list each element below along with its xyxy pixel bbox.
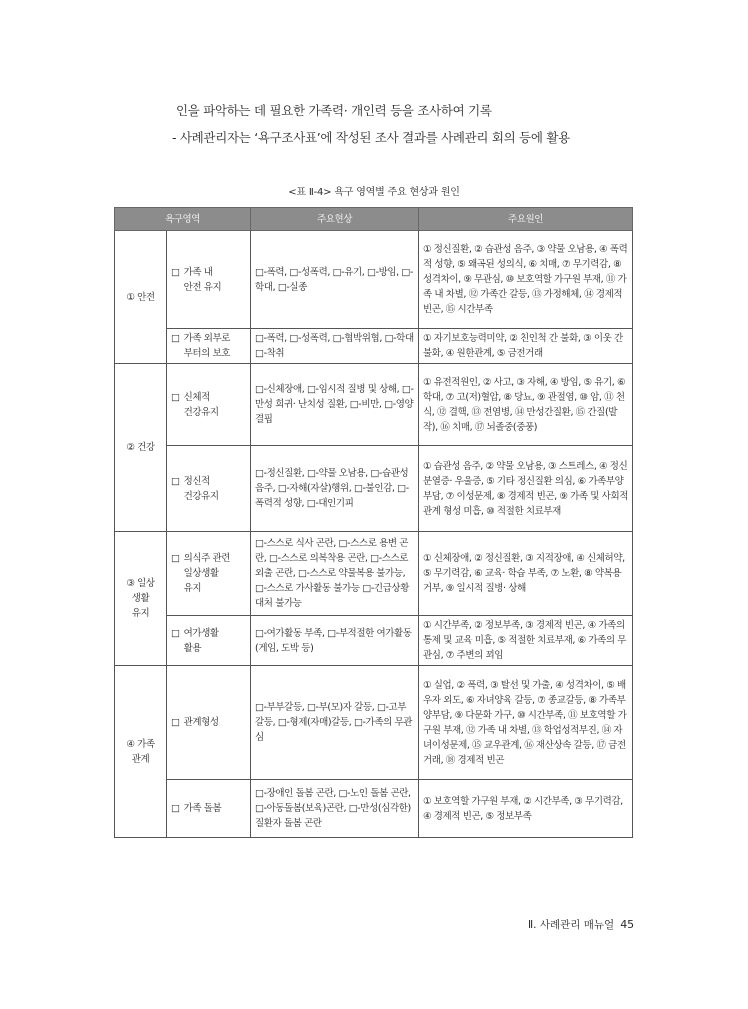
sub-area-label: 가족 내 안전 유지: [183, 266, 222, 293]
area-label: ③ 일상 생활 유지: [126, 578, 155, 619]
phenomenon-item: □-방임,: [367, 266, 399, 278]
phenomena-cell: [251, 780, 419, 838]
checkbox-glyph: □: [171, 627, 180, 639]
phenomenon-item: □-만성(심각한)질환자 돌봄 곤란: [255, 803, 411, 829]
sub-area: [171, 715, 246, 730]
phenomenon-item: □-폭력,: [255, 333, 287, 344]
area-label-cell: [115, 666, 167, 838]
table-caption: <표 Ⅱ-4> 욕구 영역별 주요 현상과 원인: [288, 187, 460, 198]
phenomenon-item: □-영양결핍: [255, 399, 414, 425]
checkbox-glyph: □: [171, 391, 180, 403]
sub-area-cell: [167, 329, 251, 364]
causes-cell: ① 자기보호능력미약, ② 친인척 간 불화, ③ 이웃 간 불화, ④ 원한관계, ⑤ 금전거래: [419, 329, 633, 364]
phenomenon-item: □-만성 희귀· 난치성 질환,: [255, 384, 414, 410]
checkbox-glyph: □: [171, 333, 180, 344]
phenomenon-item: □-신체장애,: [255, 384, 305, 395]
table-row: [115, 780, 633, 838]
header-area: 욕구영역: [115, 208, 251, 231]
phenomenon-item: □-부(모)자 갈등,: [306, 702, 375, 713]
sub-area-label: 정신적 건강유지: [183, 475, 219, 502]
table-row: [115, 616, 633, 666]
phenomenon-item: □-불인감,: [353, 483, 395, 494]
sub-area-label: 의식주 관련 일상생활 유지: [183, 553, 231, 594]
phenomenon-item: □-학대,: [255, 266, 414, 293]
phenomenon-item: □-폭력적 성향,: [255, 483, 409, 509]
sub-area-label: 신체적 건강유지: [183, 391, 219, 418]
phenomenon-item: □-착취: [255, 348, 285, 359]
checkbox-glyph: □: [171, 803, 180, 814]
area-label-cell: [115, 364, 167, 532]
sub-area-cell: [167, 780, 251, 838]
phenomenon-item: □-정신질환,: [255, 468, 305, 479]
table-row: [115, 364, 633, 446]
phenomena-cell: [251, 446, 419, 532]
phenomenon-item: □-자해(자살)행위,: [277, 483, 352, 494]
header-causes: 주요원인: [419, 208, 633, 231]
footer-section: Ⅱ. 사례관리 매뉴얼: [528, 919, 615, 931]
table-row: [115, 231, 633, 329]
phenomenon-item: □-스스로 외출 곤란,: [255, 553, 409, 579]
intro-line-2: - 사례관리자는 ‘욕구조사표’에 작성된 조사 결과를 사례관리 회의 등에 활용: [172, 130, 570, 145]
table-header-row: [115, 208, 633, 231]
phenomenon-item: □-약물 오남용,: [306, 468, 368, 479]
sub-area-label: 관계형성: [183, 717, 219, 728]
area-label: ② 건강: [126, 442, 155, 453]
sub-area: [171, 390, 246, 420]
checkbox-glyph: □: [171, 553, 180, 564]
sub-area: [171, 265, 246, 295]
table-row: [115, 446, 633, 532]
causes-cell: ① 정신질환, ② 습관성 음주, ③ 약물 오남용, ④ 폭력적 성향, ⑤ 왜곡된 성의식, ⑥ 치매, ⑦ 무기력감, ⑧ 성격차이, ⑨ 무관심, ⑩ 보호역할 가구원 부재, ⑪ 가족 내 차별, ⑫ 가족간 갈등, ⑬ 가정해체, ⑭ 경제적 빈곤, ⑮ 시간부족: [419, 231, 633, 329]
sub-area-cell: [167, 231, 251, 329]
sub-area-cell: [167, 364, 251, 446]
causes-cell: ① 신체장애, ② 정신질환, ③ 지적장애, ④ 신체허약, ⑤ 무기력감, ⑥ 교육· 학습 부족, ⑦ 노환, ⑧ 약복용거부, ⑨ 일시적 질병· 상해: [419, 532, 633, 616]
phenomena-cell: [251, 231, 419, 329]
phenomena-cell: [251, 666, 419, 780]
phenomenon-item: □-장애인 돌봄 곤란,: [255, 788, 336, 799]
causes-cell: ① 습관성 음주, ② 약물 오남용, ③ 스트레스, ④ 정신분열증· 우울증, ⑤ 기타 정신질환 의심, ⑥ 가족부양부담, ⑦ 이성문제, ⑧ 경제적 빈곤, ⑨ 가족 및 사회적관계 형성 미흡, ⑩ 적절한 치료부재: [419, 446, 633, 532]
phenomenon-item: □-가족의 무관심: [255, 717, 413, 743]
header-phenomena: 주요현상: [251, 208, 419, 231]
area-label-cell: [115, 231, 167, 364]
phenomenon-item: □-유기,: [332, 266, 365, 278]
sub-area-cell: [167, 532, 251, 616]
sub-area: [171, 551, 246, 596]
phenomenon-item: □-여가활동 부족,: [255, 627, 325, 639]
sub-area-label: 가족 돌봄: [183, 803, 222, 814]
phenomenon-item: □-성폭력,: [289, 266, 330, 278]
phenomenon-item: □-협박위협,: [332, 333, 382, 344]
phenomenon-item: □-습관성 음주,: [255, 468, 409, 494]
sub-area: [171, 474, 246, 504]
phenomena-cell: [251, 616, 419, 666]
area-label-cell: [115, 532, 167, 666]
phenomenon-item: □-비만,: [349, 399, 382, 410]
sub-area-label: 가족 외부로 부터의 보호: [183, 333, 231, 359]
phenomenon-item: □-성폭력,: [289, 333, 330, 344]
intro-line-1: 인을 파악하는 데 필요한 가족력· 개인력 등을 조사하여 기록: [176, 103, 492, 118]
checkbox-glyph: □: [171, 717, 180, 728]
causes-cell: ① 유전적원인, ② 사고, ③ 자해, ④ 방임, ⑤ 유기, ⑥ 학대, ⑦ 고(저)혈압, ⑧ 당뇨, ⑨ 관절염, ⑩ 암, ⑪ 천식, ⑫ 결핵, ⑬ 전염병, ⑭ 만성간질환, ⑮ 간질(발작), ⑯ 치매, ⑰ 뇌졸중(중풍): [419, 364, 633, 446]
phenomenon-item: □-긴급상황 대처 불가능: [255, 583, 409, 609]
phenomenon-item: □-스스로 약물복용 불가능,: [298, 568, 406, 579]
sub-area-cell: [167, 616, 251, 666]
table-row: [115, 329, 633, 364]
page-footer: [528, 917, 634, 932]
phenomenon-item: □-부적절한 여가활동(게임, 도박 등): [255, 627, 412, 654]
causes-cell: ① 시간부족, ② 정보부족, ③ 경제적 빈곤, ④ 가족의 통제 및 교육 미흡, ⑤ 적절한 치료부재, ⑥ 가족의 무관심, ⑦ 주변의 꾀임: [419, 616, 633, 666]
phenomena-cell: [251, 532, 419, 616]
sub-area: [171, 331, 246, 361]
phenomenon-item: □-임시적 질병 및 상해,: [306, 384, 400, 395]
phenomenon-item: □-스스로 의복착용 곤란,: [269, 553, 368, 564]
phenomenon-item: □-부부갈등,: [255, 702, 305, 713]
area-label: ① 안전: [126, 291, 155, 303]
phenomenon-item: □-스스로 식사 곤란,: [255, 538, 336, 549]
phenomenon-item: □-대인기피: [306, 498, 354, 509]
table-row: [115, 532, 633, 616]
causes-cell: ① 보호역할 가구원 부재, ② 시간부족, ③ 무기력감, ④ 경제적 빈곤, ⑤ 정보부족: [419, 780, 633, 838]
sub-area-cell: [167, 666, 251, 780]
phenomenon-item: □-스스로 가사활동 불가능: [255, 583, 360, 594]
area-label: ④ 가족 관계: [126, 738, 155, 765]
phenomena-cell: [251, 329, 419, 364]
checkbox-glyph: □: [171, 475, 180, 487]
causes-cell: ① 실업, ② 폭력, ③ 탈선 및 가출, ④ 성격차이, ⑤ 배우자 외도, ⑥ 자녀양육 갈등, ⑦ 종교갈등, ⑧ 가족부양부담, ⑨ 다문화 가구, ⑩ 시간부족, ⑪ 보호역할 가구원 부재, ⑫ 가족 내 차별, ⑬ 학업성적부진, ⑭ 자녀이성문제, ⑮ 교우관계, ⑯ 재산상속 갈등, ⑰ 금전거래, ⑱ 경제적 빈곤: [419, 666, 633, 780]
sub-area: [171, 801, 246, 816]
phenomenon-item: □-고부갈등,: [255, 702, 407, 728]
page-number: 45: [620, 918, 635, 931]
phenomenon-item: □-스스로 용변 곤란,: [255, 538, 409, 564]
needs-table: [114, 207, 633, 838]
checkbox-glyph: □: [171, 266, 180, 278]
phenomenon-item: □-형제(자매)갈등,: [277, 717, 352, 728]
sub-area: [171, 626, 246, 656]
sub-area-label: 여가생활 활용: [183, 627, 219, 654]
table-row: [115, 666, 633, 780]
phenomenon-item: □-폭력,: [255, 266, 287, 278]
phenomenon-item: □-학대: [384, 333, 414, 344]
phenomena-cell: [251, 364, 419, 446]
phenomenon-item: □-노인 돌봄 곤란,: [338, 788, 411, 799]
phenomenon-item: □-아동돌봄(보육)곤란,: [255, 803, 347, 814]
phenomenon-item: □-실종: [277, 281, 307, 293]
sub-area-cell: [167, 446, 251, 532]
